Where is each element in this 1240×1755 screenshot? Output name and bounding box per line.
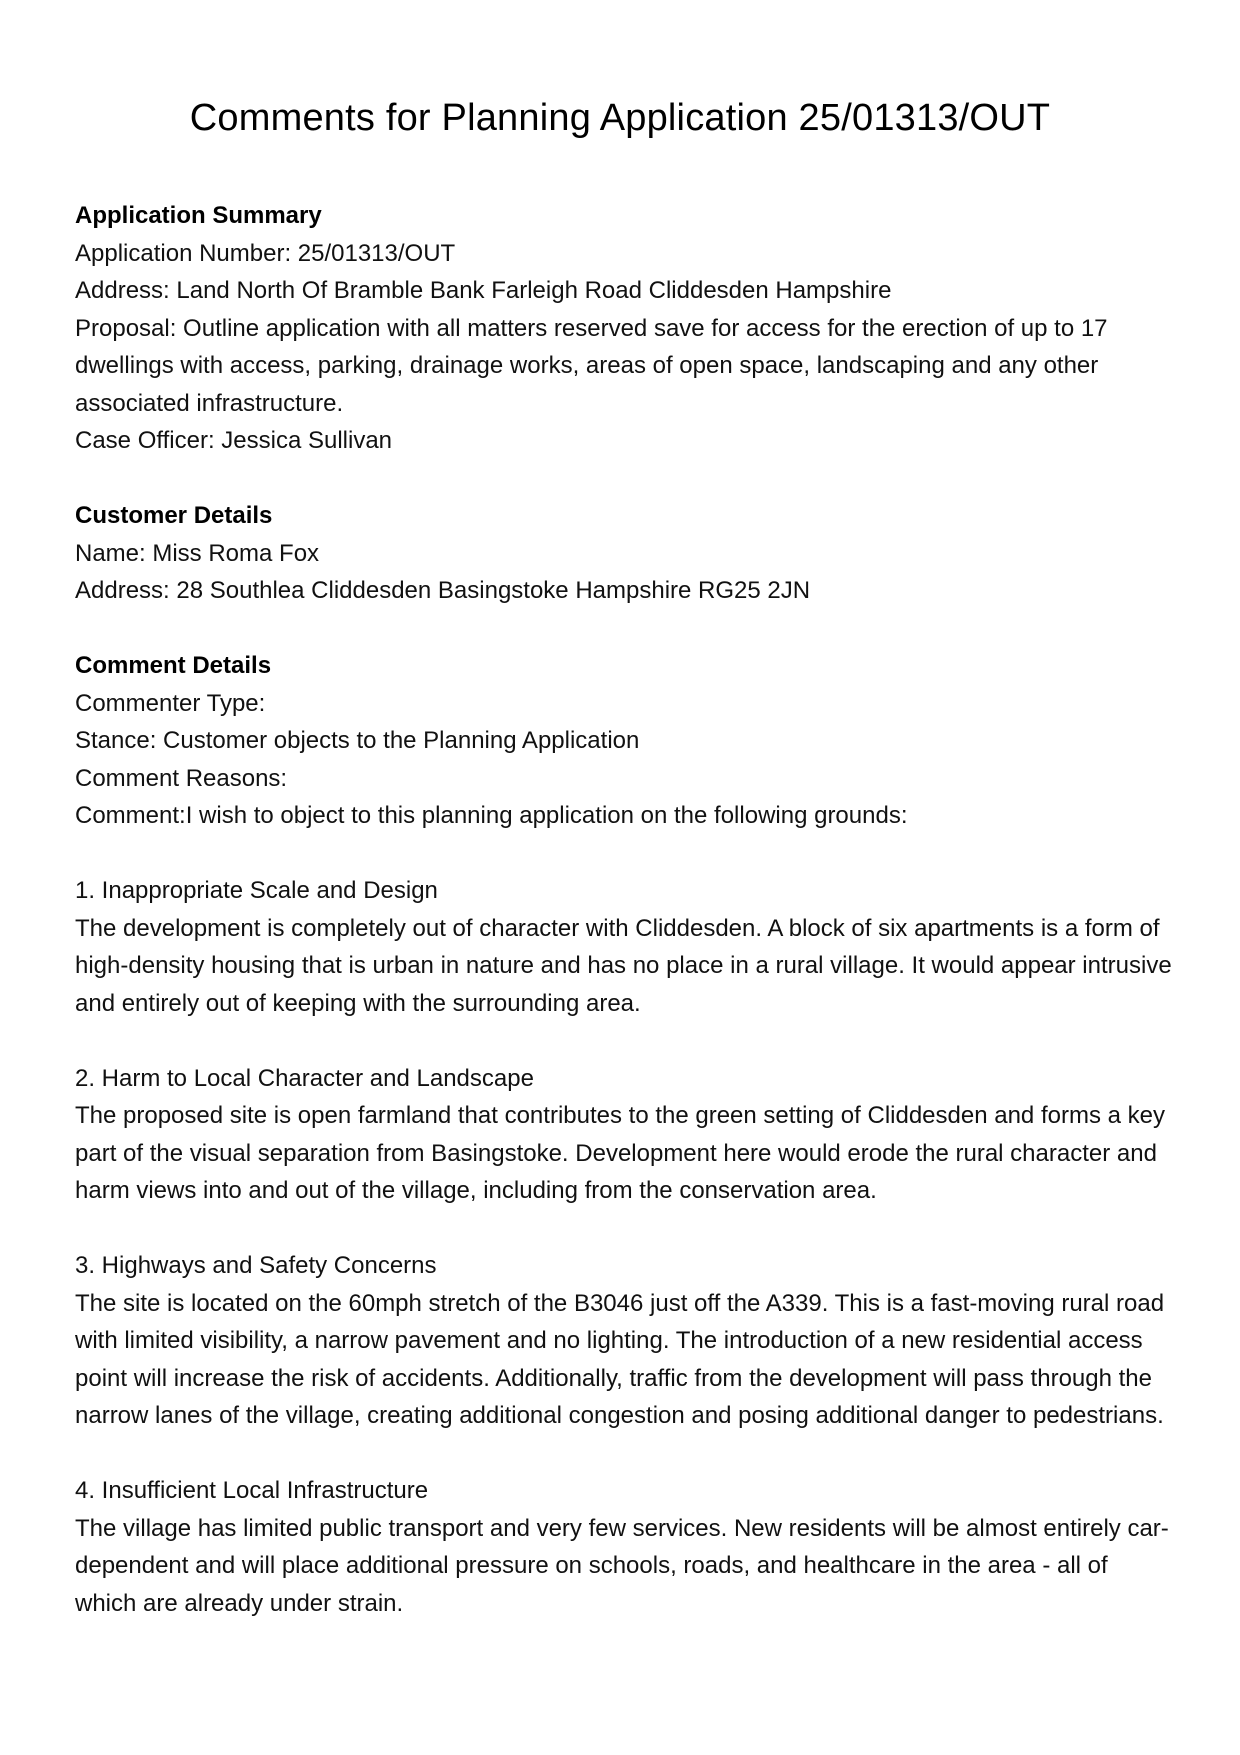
objection-body: The development is completely out of character with Cliddesden. A block of six apartments is a form of high-density housing that is urban in nature and has no place in a rural village. It would appear intrusive and entirely out of keeping with the surrounding area.	[75, 914, 1172, 1017]
objection-point	[75, 1247, 1165, 1435]
customer-name: Name: Miss Roma Fox	[75, 539, 320, 567]
comment-reasons: Comment Reasons:	[75, 764, 288, 792]
objection-body: The proposed site is open farmland that contributes to the green setting of Cliddesden and forms a key part of the visual separation from Basingstoke. Development here would erode the rural character and harm views into and out of the village, including from the conservation area.	[75, 1102, 1165, 1204]
comment-intro: Comment:I wish to object to this planning application on the following grounds:	[75, 802, 908, 829]
objection-point	[75, 1060, 1165, 1210]
objection-body: The village has limited public transport and very few services. New residents will be almost entirely car-dependent and will place additional pressure on schools, roads, and healthcare in the area - all of which are already under strain.	[75, 1514, 1169, 1617]
comment-details-heading: Comment Details	[75, 652, 272, 679]
customer-details-heading: Customer Details	[75, 502, 273, 529]
objection-title: 2. Harm to Local Character and Landscape	[75, 1064, 534, 1092]
objection-title: 1. Inappropriate Scale and Design	[75, 877, 438, 904]
application-address: Address: Land North Of Bramble Bank Farleigh Road Cliddesden Hampshire	[75, 277, 892, 304]
objection-body: The site is located on the 60mph stretch of the B3046 just off the A339. This is a fast-moving rural road with limited visibility, a narrow pavement and no lighting. The introduction of a new residential access point will increase the risk of accidents. Additionally, traffic from the development will pass through the narrow lanes of the village, creating additional congestion and posing additional danger to pedestrians.	[75, 1289, 1165, 1429]
case-officer: Case Officer: Jessica Sullivan	[75, 427, 393, 454]
paragraph-spacer	[75, 835, 1165, 873]
comment-details-section	[75, 647, 1172, 1622]
objection-title: 3. Highways and Safety Concerns	[75, 1252, 437, 1279]
page-title: Comments for Planning Application 25/01313/OUT	[189, 97, 1051, 139]
application-summary-heading: Application Summary	[75, 202, 322, 229]
stance: Stance: Customer objects to the Planning Application	[75, 727, 640, 754]
application-summary-section	[75, 197, 1165, 460]
objection-title: 4. Insufficient Local Infrastructure	[75, 1477, 429, 1504]
commenter-type: Commenter Type:	[75, 689, 266, 717]
application-proposal: Proposal: Outline application with all matters reserved save for access for the erection of up to 17 dwellings with access, parking, drainage works, areas of open space, landscaping and any other associated infrastructure.	[75, 314, 1108, 417]
objection-point	[75, 872, 1172, 1022]
paragraph-spacer	[75, 1210, 1165, 1248]
paragraph-spacer	[75, 1435, 1165, 1473]
paragraph-spacer	[75, 1022, 1165, 1060]
customer-details-section	[75, 497, 1165, 610]
objection-point	[75, 1472, 1169, 1622]
section-spacer	[75, 460, 1165, 498]
section-spacer	[75, 610, 1165, 648]
application-number: Application Number: 25/01313/OUT	[75, 239, 456, 267]
customer-address: Address: 28 Southlea Cliddesden Basingstoke Hampshire RG25 2JN	[75, 577, 811, 604]
